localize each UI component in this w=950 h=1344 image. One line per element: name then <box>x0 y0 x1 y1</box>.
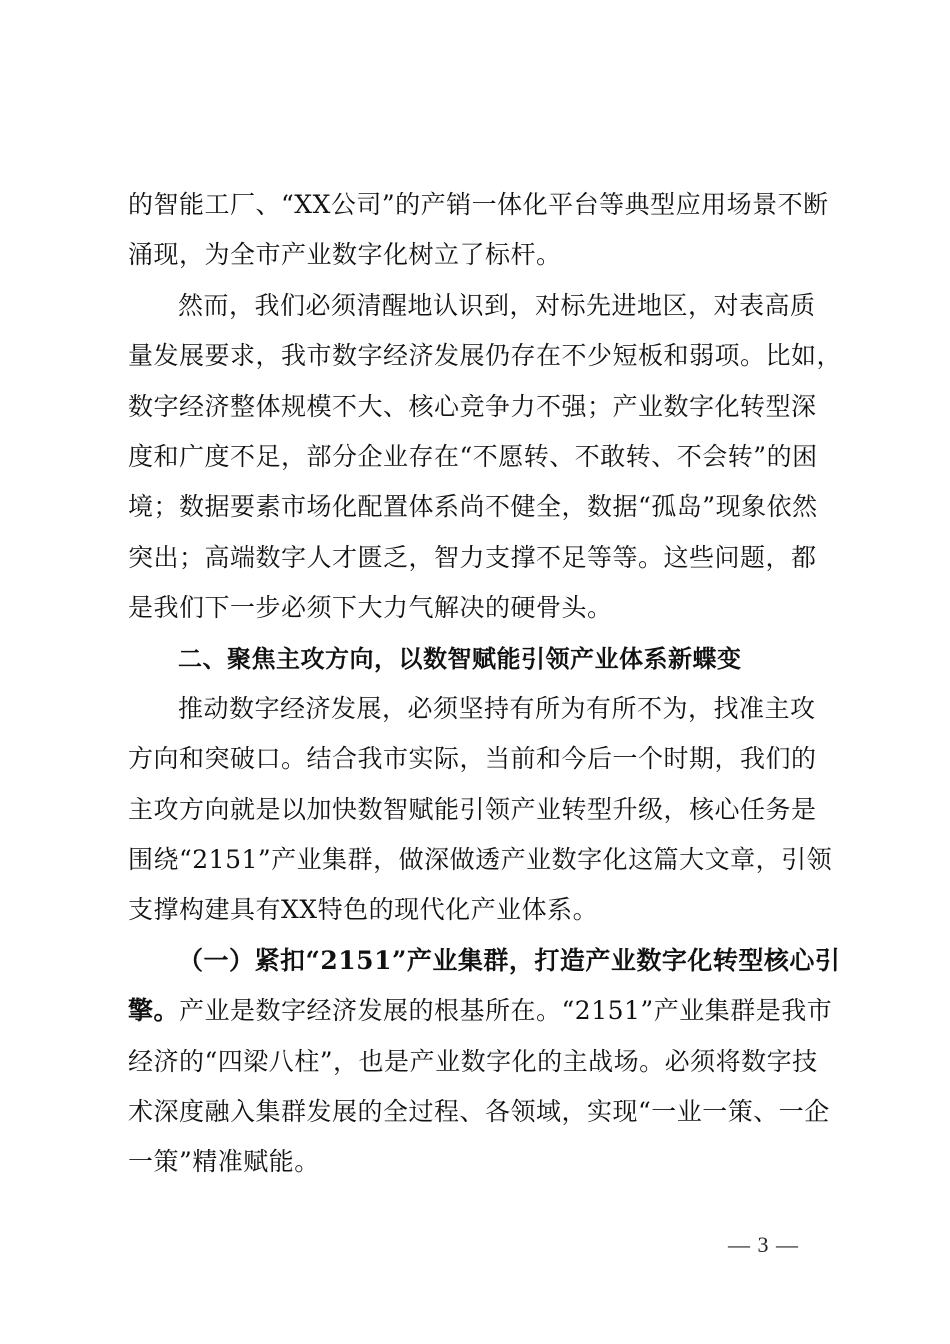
text-line: 主攻方向就是以加快数智赋能引领产业转型升级，核心任务是 <box>128 794 817 824</box>
page-number: — 3 — <box>728 1232 799 1257</box>
text-line: 一策”精准赋能。 <box>128 1147 320 1177</box>
section-heading: 二、聚焦主攻方向，以数智赋能引领产业体系新蝶变 <box>178 644 742 673</box>
text-line: 度和广度不足，部分企业存在“不愿转、不敢转、不会转”的困 <box>128 441 818 471</box>
paragraph-start-line: 推动数字经济发展，必须坚持有所为有所不为，找准主攻 <box>178 693 816 723</box>
text-line: 围绕“2151”产业集群，做深做透产业数字化这篇大文章，引领 <box>128 845 833 875</box>
text-line: 术深度融入集群发展的全过程、各领域，实现“一业一策、一企 <box>128 1097 830 1127</box>
text-line: 境；数据要素市场化配置体系尚不健全，数据“孤岛”现象依然 <box>128 492 818 522</box>
text-line: 量发展要求，我市数字经济发展仍存在不少短板和弱项。比如， <box>128 341 843 371</box>
text-line: 数字经济整体规模不大、核心竞争力不强；产业数字化转型深 <box>128 391 817 421</box>
paragraph-text: 产业是数字经济发展的根基所在。“2151”产业集群是我市 <box>179 996 833 1026</box>
body-text <box>128 180 843 1188</box>
subheading-line: （一）紧扣“2151”产业集群，打造产业数字化转型核心引 <box>178 945 841 975</box>
text-line: 支撑构建具有XX特色的现代化产业体系。 <box>128 895 599 925</box>
text-line: 经济的“四梁八柱”，也是产业数字化的主战场。必须将数字技 <box>128 1046 818 1076</box>
text-line: 方向和突破口。结合我市实际，当前和今后一个时期，我们的 <box>128 744 817 774</box>
text-line <box>128 986 833 1036</box>
text-line: 涌现，为全市产业数字化树立了标杆。 <box>128 240 562 270</box>
paragraph-start-line: 然而，我们必须清醒地认识到，对标先进地区，对表高质 <box>178 290 816 320</box>
text-line: 是我们下一步必须下大力气解决的硬骨头。 <box>128 593 613 623</box>
text-line: 突出；高端数字人才匮乏，智力支撑不足等等。这些问题，都 <box>128 542 817 572</box>
text-line: 的智能工厂、“XX公司”的产销一体化平台等典型应用场景不断 <box>128 190 829 219</box>
subheading-tail: 擎。 <box>128 996 180 1026</box>
